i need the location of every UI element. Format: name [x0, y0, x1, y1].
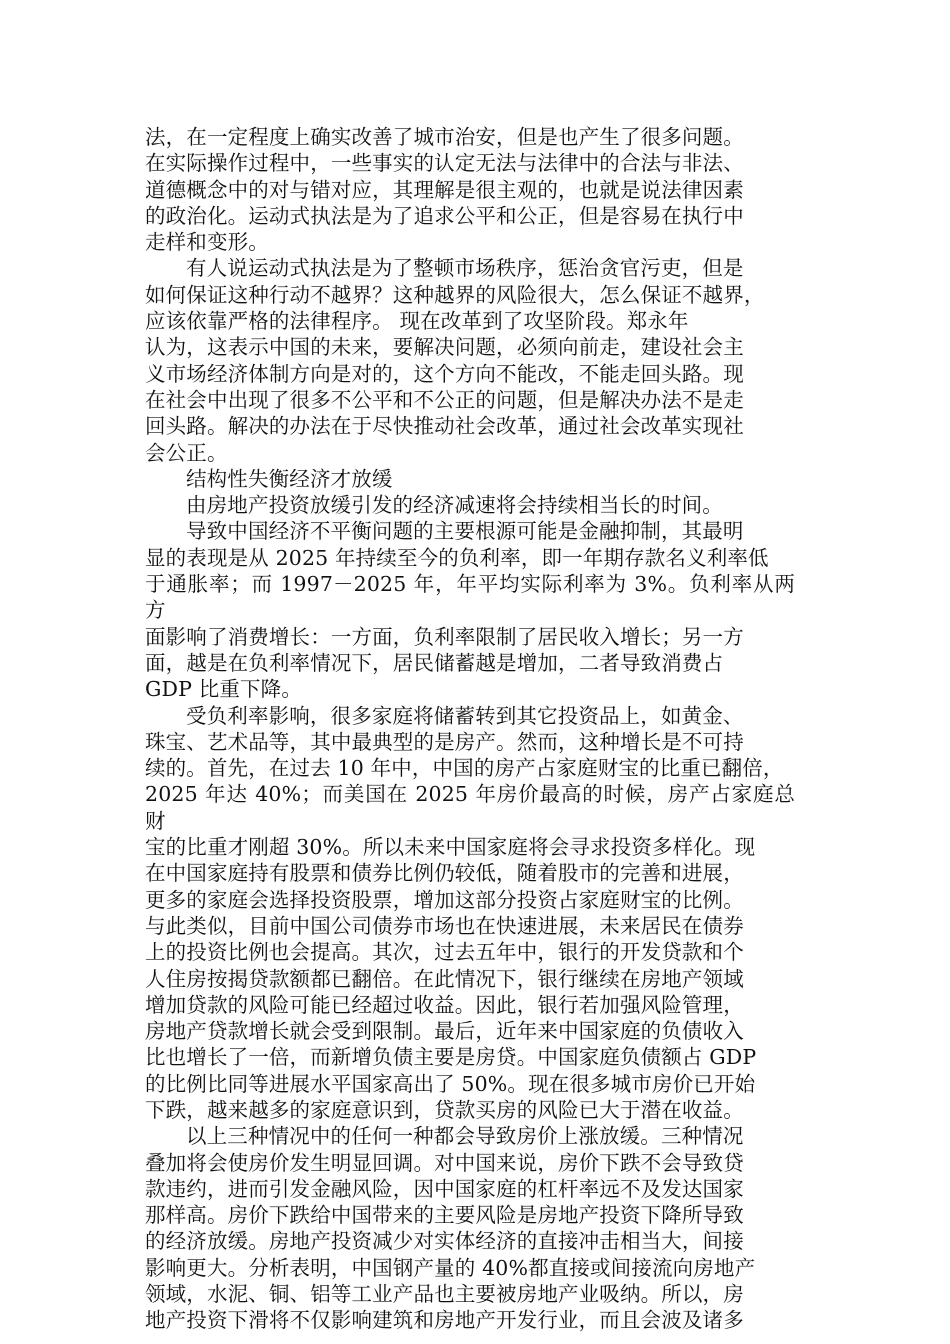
paragraph-real-estate-slowdown: 由房地产投资放缓引发的经济减速将会持续相当长的时间。	[186, 493, 723, 518]
document-body	[145, 124, 795, 1334]
paragraph-financial-repression: 导致中国经济不平衡问题的主要根源可能是金融抑制，其最明 显的表现是从 2025 年持续至今的负利率，即一年期存款名义利率低 于通胀率；而 1997－2025 年，年平均实际利率为 3%。负利率从两方 面影响了消费增长：一方面，负利率限制了居民收入增长；另一方 面，越是在负利率情况下，居民储蓄越是增加，二者导致消费占 GDP 比重下降。	[145, 519, 795, 702]
paragraph-household-investment: 受负利率影响，很多家庭将储蓄转到其它投资品上，如黄金、 珠宝、艺术品等，其中最典型的是房产。然而，这种增长是不可持 续的。首先，在过去 10 年中，中国的房产占家庭财宝的比重已翻倍， 2025 年达 40%；而美国在 2025 年房价最高的时候，房产占家庭总财 宝的比重才刚超 30%。所以未来中国家庭将会寻求投资多样化。现 在中国家庭持有股票和债券比例仍较低，随着股市的完善和进展， 更多的家庭会选择投资股票，增加这部分投资占家庭财宝的比例。 与此类似，目前中国公司债券市场也在快速进展，未来居民在债券 上的投资比例也会提高。其次，过去五年中，银行的开发贷款和个 人住房按揭贷款额都已翻倍。在此情况下，银行继续在房地产领域 增加贷款的风险可能已经超过收益。因此，银行若加强风险管理， 房地产贷款增长就会受到限制。最后，近年来中国家庭的负债收入 比也增长了一倍，而新增负债主要是房贷。中国家庭负债额占 GDP 的比例比同等进展水平国家高出了 50%。现在很多城市房价已开始 下跌，越来越多的家庭意识到，贷款买房的风险已大于潜在收益。	[145, 703, 795, 1122]
section-heading: 结构性失衡经济才放缓	[186, 466, 393, 491]
paragraph-law-enforcement: 有人说运动式执法是为了整顿市场秩序，惩治贪官污吏，但是 如何保证这种行动不越界？这种越界的风险很大，怎么保证不越界， 应该依靠严格的法律程序。 现在改革到了攻坚阶段。郑永年 认为，这表示中国的未来，要解决问题，必须向前走，建设社会主 义市场经济体制方向是对的，这个方向不能改，不能走回头路。现 在社会中出现了很多不公平和不公正的问题，但是解决办法不是走 回头路。解决的办法在于尽快推动社会改革，通过社会改革实现社 会公正。	[145, 256, 765, 465]
paragraph-housing-price-risk: 以上三种情况中的任何一种都会导致房价上涨放缓。三种情况 叠加将会使房价发生明显回调。对中国来说，房价下跌不会导致贷 款违约，进而引发金融风险，因中国家庭的杠杆率远不及发达国家 那样高。房价下跌给中国带来的主要风险是房地产投资下降所导致 的经济放缓。房地产投资减少对实体经济的直接冲击相当大，间接 影响更大。分析表明，中国钢产量的 40%都直接或间接流向房地产 领域，水泥、铜、铝等工业产品也主要被房地产业吸纳。所以，房 地产投资下滑将不仅影响建筑和房地产开发行业，而且会波及诸多	[145, 1124, 756, 1333]
paragraph-continuation: 法，在一定程度上确实改善了城市治安，但是也产生了很多问题。 在实际操作过程中，一些事实的认定无法与法律中的合法与非法、 道德概念中的对与错对应，其理解是很主观的，也就是说法律因素 的政治化。运动式执法是为了追求公平和公正，但是容易在执行中 走样和变形。	[145, 125, 744, 255]
